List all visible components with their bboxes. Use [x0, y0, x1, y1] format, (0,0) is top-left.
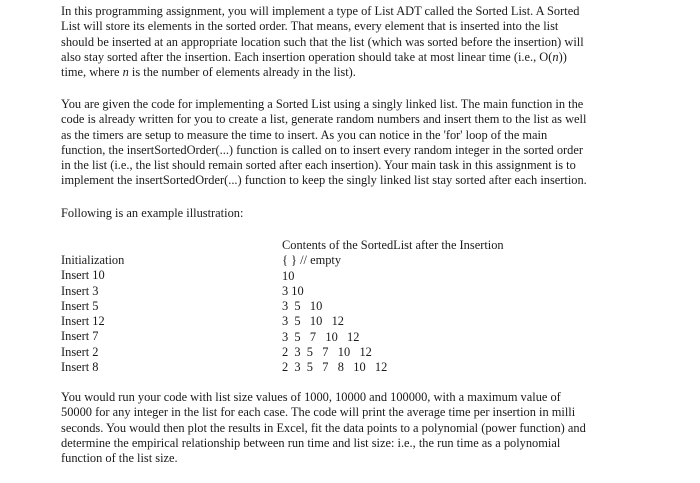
- operations-column: [61, 253, 124, 375]
- contents-row: 3 5 10: [282, 299, 323, 314]
- illustration-intro: Following is an example illustration:: [61, 206, 244, 220]
- contents-row: 10: [282, 268, 295, 283]
- operation-row: Insert 10: [61, 268, 105, 283]
- intro-line: In this programming assignment, you will implement a type of List ADT called the Sorted List. A Sorted: [61, 4, 580, 18]
- operation-row: Insert 2: [61, 344, 99, 359]
- contents-header: Contents of the SortedList after the Insertion: [282, 238, 504, 252]
- closing-line: 50000 for any integer in the list for each case. The code will print the average time per insertion in milli: [61, 405, 576, 420]
- closing-line: function of the list size.: [61, 451, 178, 466]
- variable-n: n: [122, 65, 129, 80]
- closing-line: seconds. You would then plot the results in Excel, fit the data points to a polynomial (power function) and: [61, 420, 586, 435]
- intro-line: [61, 65, 641, 80]
- intro-line-text: also stay sorted after the insertion. Each insertion operation should take at most linear time (i.e., O(: [61, 49, 553, 64]
- given-line: function, the insertSortedOrder(...) function is called on to insert every random integer in the sorted order: [61, 142, 583, 157]
- given-line: code is already written for you to create a list, generate random numbers and insert them to the list as well: [61, 112, 587, 127]
- operation-row: Initialization: [61, 253, 125, 267]
- given-line: implement the insertSortedOrder(...) function to keep the singly linked list stay sorted after each insertion.: [61, 173, 587, 188]
- given-line: in the list (i.e., the list should remain sorted after each insertion). Your main task in this assignment is to: [61, 158, 576, 173]
- intro-line: List will store its elements in the sorted order. That means, every element that is inserted into the list: [61, 19, 559, 34]
- closing-line: determine the empirical relationship between run time and list size: i.e., the run time as a polynomial: [61, 435, 561, 450]
- contents-row: 3 10: [282, 283, 304, 298]
- contents-row: { } // empty: [282, 253, 342, 268]
- closing-line: You would run your code with list size values of 1000, 10000 and 100000, with a maximum value of: [61, 390, 561, 404]
- contents-column: [282, 238, 504, 376]
- intro-line: [61, 50, 641, 65]
- given-line: as the timers are setup to measure the time to insert. As you can notice in the 'for' loop of the main: [61, 127, 548, 142]
- variable-n: n: [552, 49, 559, 64]
- intro-paragraph: [61, 4, 641, 80]
- intro-line-text: )): [558, 49, 567, 64]
- intro-line-text: time, where: [61, 65, 123, 80]
- contents-row: 3 5 7 10 12: [282, 329, 360, 344]
- given-code-paragraph: [61, 97, 641, 189]
- operation-row: Insert 3: [61, 283, 99, 298]
- contents-row: 2 3 5 7 10 12: [282, 345, 372, 360]
- contents-row: 2 3 5 7 8 10 12: [282, 360, 388, 375]
- intro-line-text: is the number of elements already in the list).: [128, 65, 356, 80]
- operation-row: Insert 8: [61, 360, 99, 375]
- given-line: You are given the code for implementing a Sorted List using a singly linked list. The main function in the: [61, 97, 584, 111]
- contents-row: 3 5 10 12: [282, 314, 344, 329]
- operation-row: Insert 5: [61, 298, 99, 313]
- operation-row: Insert 7: [61, 329, 99, 344]
- operation-row: Insert 12: [61, 314, 105, 329]
- intro-line: should be inserted at an appropriate location such that the list (which was sorted before the insertion) will: [61, 34, 584, 49]
- closing-paragraph: [61, 390, 641, 466]
